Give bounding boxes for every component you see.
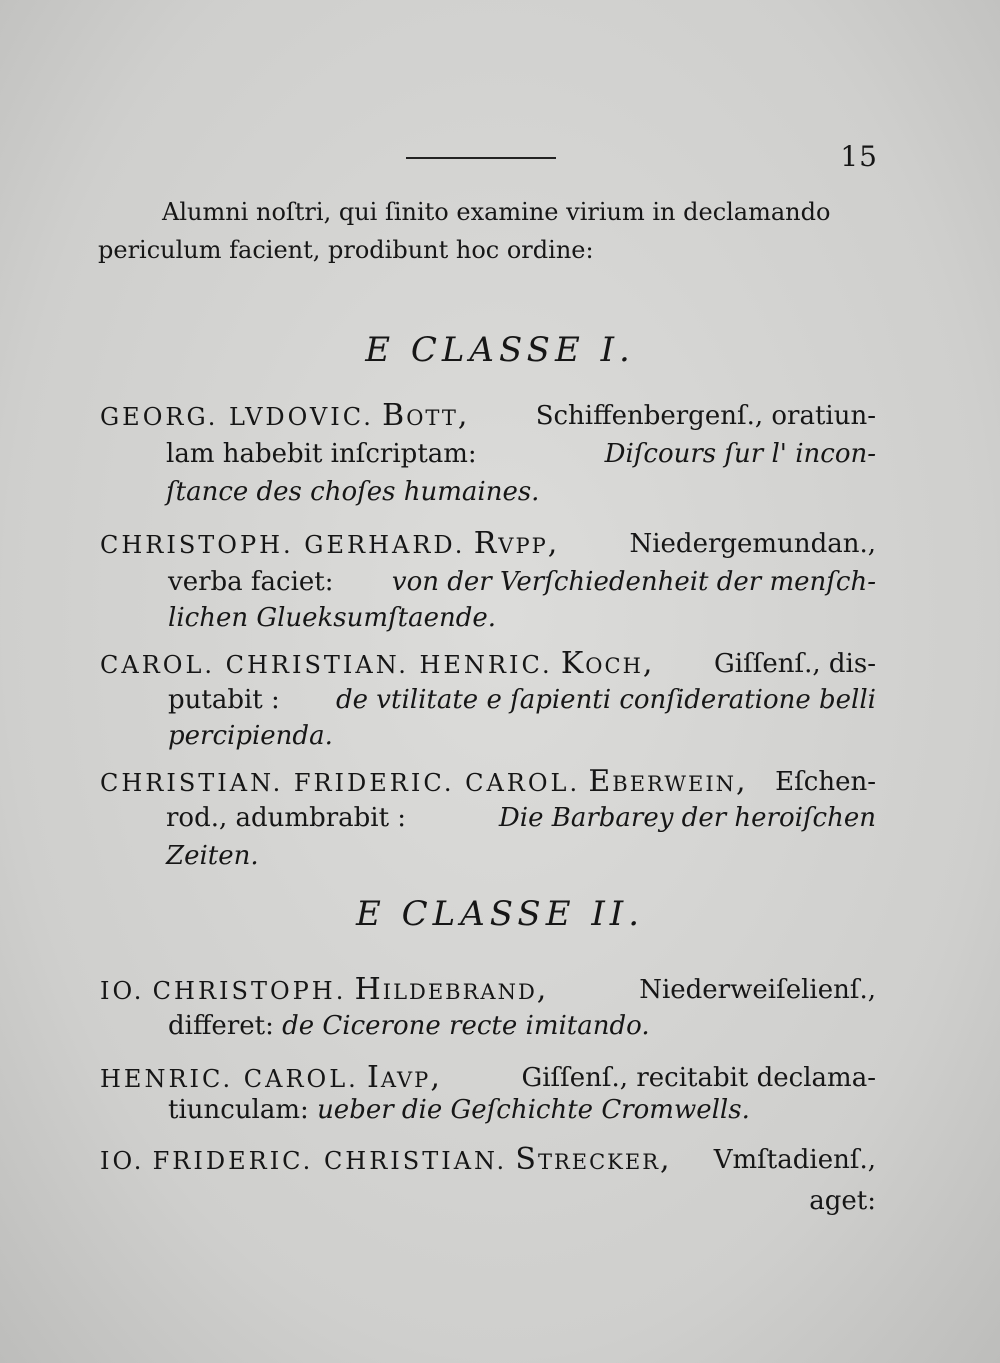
entry-2-line-2	[168, 566, 876, 598]
entry-surname: Iavp,	[367, 1060, 442, 1095]
entry-3-line-3: percipienda.	[168, 721, 333, 751]
header-rule	[406, 157, 556, 159]
entry-title: de Cicerone recte imitando.	[282, 1011, 650, 1041]
entry-verb: rod., adumbrabit :	[166, 803, 407, 833]
entry-given-names: CHRISTOPH.	[152, 977, 347, 1005]
entry-origin: Eſchen-	[775, 767, 876, 797]
entry-given-names: GEORG. LVDOVIC.	[100, 403, 374, 431]
entry-surname: Rvpp,	[473, 526, 560, 561]
entry-1-line-1	[100, 400, 876, 433]
entry-origin: Giſſenſ., dis-	[714, 649, 876, 679]
entry-title: Die Barbarey der heroiſchen	[498, 803, 876, 833]
entry-origin: Niedergemundan.,	[629, 529, 876, 559]
entry-title: von der Verſchiedenheit der menſch-	[391, 567, 876, 597]
entry-2-line-1	[100, 528, 876, 561]
entry-origin: Schiffenbergenſ., oratiun-	[535, 401, 876, 431]
entry-2-line-3: lichen Glueksumſtaende.	[168, 603, 497, 633]
entry-verb: verba faciet:	[168, 567, 334, 597]
entry-3-line-1	[100, 648, 876, 681]
entry-6-line-1	[100, 1062, 876, 1095]
entry-3-line-2	[168, 684, 876, 716]
section-heading-classe-2: E CLASSE II.	[355, 894, 645, 934]
entry-title: de vtilitate e ſapienti conſideratione belli	[336, 685, 876, 715]
intro-line-1: Alumni noſtri, qui ſinito examine virium in declamando	[162, 198, 831, 226]
entry-5-line-2	[168, 1010, 650, 1042]
entry-given-names: CHRISTIAN. FRIDERIC. CAROL.	[100, 769, 581, 797]
entry-given-names: FRIDERIC. CHRISTIAN.	[152, 1147, 508, 1175]
entry-5-line-1	[100, 974, 876, 1007]
entry-1-line-3: ſtance des choſes humaines.	[166, 477, 540, 507]
entry-given-names: CHRISTOPH. GERHARD.	[100, 531, 466, 559]
entry-surname: Bott,	[382, 398, 470, 433]
entry-verb: differet:	[168, 1011, 274, 1041]
entry-origin: Giſſenſ., recitabit declama-	[521, 1063, 876, 1093]
entry-7-line-1	[100, 1144, 876, 1177]
entry-4-line-2	[166, 802, 876, 834]
entry-surname: Hildebrand,	[354, 972, 549, 1007]
entry-origin: Vmſtadienſ.,	[713, 1145, 876, 1175]
section-heading-classe-1: E CLASSE I.	[365, 330, 635, 370]
entry-title: ueber die Geſchichte Cromwells.	[317, 1095, 750, 1125]
entry-title: Diſcours ſur l' incon-	[604, 439, 876, 469]
entry-given-names: HENRIC. CAROL.	[100, 1065, 359, 1093]
entry-prefix: IO.	[100, 1147, 145, 1175]
catchword: aget:	[809, 1186, 876, 1216]
entry-surname: Eberwein,	[588, 764, 748, 799]
entry-origin: Niederweiſelienſ.,	[639, 975, 876, 1005]
entry-verb: lam habebit inſcriptam:	[166, 439, 477, 469]
entry-1-line-2	[166, 438, 876, 470]
entry-4-line-3: Zeiten.	[166, 841, 259, 871]
entry-surname: Koch,	[560, 646, 655, 681]
entry-given-names: CAROL. CHRISTIAN. HENRIC.	[100, 651, 553, 679]
entry-verb: tiunculam:	[168, 1095, 309, 1125]
entry-surname: Strecker,	[515, 1142, 672, 1177]
entry-6-line-2	[168, 1094, 750, 1126]
entry-4-line-1	[100, 766, 876, 799]
intro-line-2: periculum facient, prodibunt hoc ordine:	[98, 236, 594, 264]
page-number: 15	[840, 140, 878, 173]
entry-prefix: IO.	[100, 977, 145, 1005]
entry-verb: putabit :	[168, 685, 280, 715]
